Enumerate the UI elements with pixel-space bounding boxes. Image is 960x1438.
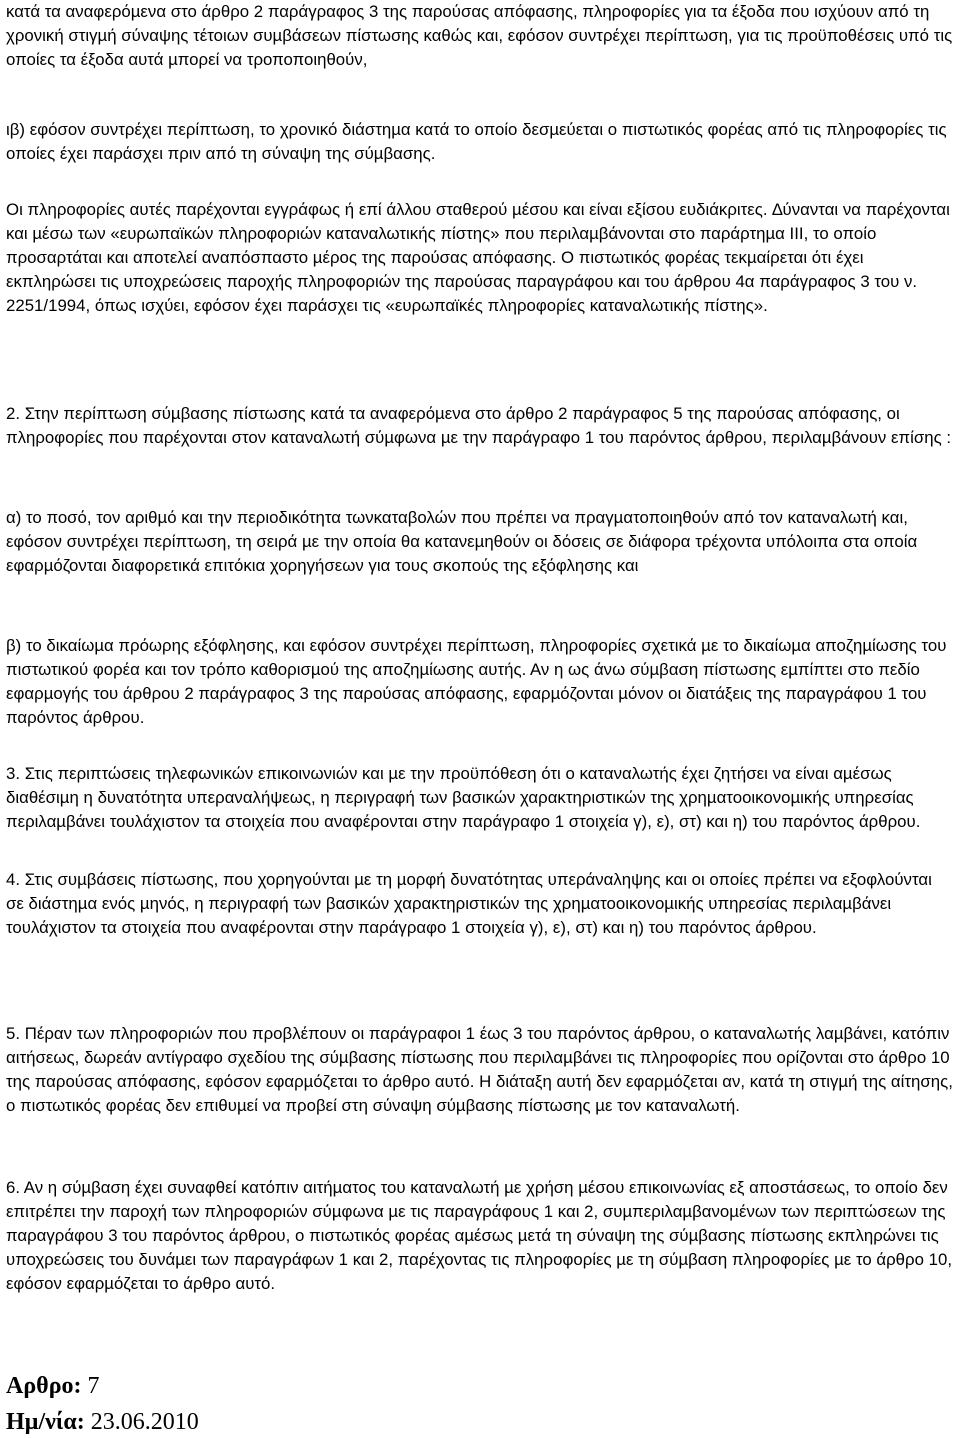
date-label: Ηµ/νία: — [6, 1409, 85, 1435]
paragraph-2: 2. Στην περίπτωση σύµβασης πίστωσης κατά τα αναφερόµενα στο άρθρο 2 παράγραφος 5 της παρούσας απόφασης, οι πληροφορίες που παρέχονται στον καταναλωτή σύµφωνα µε την παράγραφο 1 του παρόντος άρθρου, περιλαµβάνουν επίσης : — [6, 404, 952, 447]
paragraph-5: 5. Πέραν των πληροφοριών που προβλέπουν οι παράγραφοι 1 έως 3 του παρόντος άρθρου, ο καταναλωτής λαµβάνει, κατόπιν αιτήσεως, δωρεάν αντίγραφο σχεδίου της σύµβασης πίστωσης που περιλαµβάνει τις πληροφορίες που ορίζονται στο άρθρο 10 της παρούσας απόφασης, εφόσον εφαρµόζεται το άρθρο αυτό. Η διάταξη αυτή δεν εφαρµόζεται αν, κατά τη στιγµή της αίτησης, ο πιστωτικός φορέας δεν επιθυµεί να προβεί στη σύναψη σύµβασης πίστωσης µε τον καταναλωτή. — [6, 1024, 953, 1115]
paragraph-information-provision: Οι πληροφορίες αυτές παρέχονται εγγράφως ή επί άλλου σταθερού µέσου και είναι εξίσου ευδιάκριτες. ∆ύνανται να παρέχονται και µέσω των «ευρωπαϊκών πληροφοριών καταναλωτικής πίστης» που περιλαµβάνονται στο παράρτηµα ΙΙΙ, το οποίο προσαρτάται και αποτελεί αναπόσπαστο µέρος της παρούσας απόφασης. Ο πιστωτικός φορέας τεκµαίρεται ότι έχει εκπληρώσει τις υποχρεώσεις παροχής πληροφοριών της παρούσας παραγράφου και του άρθρου 4α παράγραφος 3 του ν. 2251/1994, όπως ισχύει, εφόσον έχει παράσχει τις «ευρωπαϊκές πληροφορίες καταναλωτικής πίστης». — [6, 200, 950, 315]
article-label: Αρθρο: — [6, 1373, 82, 1399]
paragraph-item-ib: ιβ) εφόσον συντρέχει περίπτωση, το χρονικό διάστηµα κατά το οποίο δεσµεύεται ο πιστωτικός φορέας από τις πληροφορίες τις οποίες έχει παράσχει πριν από τη σύναψη της σύµβασης. — [6, 120, 947, 163]
document-page — [6, 0, 956, 1438]
article-value: 7 — [87, 1373, 100, 1399]
paragraph-2-item-a: α) το ποσό, τον αριθµό και την περιοδικότητα τωνκαταβολών που πρέπει να πραγµατοποιηθούν από τον καταναλωτή και, εφόσον συντρέχει περίπτωση, τη σειρά µε την οποία θα κατανεµηθούν οι δόσεις σε διάφορα τρέχοντα υπόλοιπα στα οποία εφαρµόζονται διαφορετικά επιτόκια χορηγήσεων για τους σκοπούς της εξόφλησης και — [6, 508, 918, 575]
paragraph-3: 3. Στις περιπτώσεις τηλεφωνικών επικοινωνιών και µε την προϋπόθεση ότι ο καταναλωτής έχει ζητήσει να είναι αµέσως διαθέσιµη η δυνατότητα υπεραναλήψεως, η περιγραφή των βασικών χαρακτηριστικών της χρηµατοοικονοµικής υπηρεσίας περιλαµβάνει τουλάχιστον τα στοιχεία που αναφέρονται στην παράγραφο 1 στοιχεία γ), ε), στ) και η) του παρόντος άρθρου. — [6, 764, 921, 831]
paragraph-6: 6. Αν η σύµβαση έχει συναφθεί κατόπιν αιτήµατος του καταναλωτή µε χρήση µέσου επικοινωνίας εξ αποστάσεως, το οποίο δεν επιτρέπει την παροχή των πληροφοριών σύµφωνα µε τις παραγράφους 1 και 2, συµπεριλαµβανοµένων των περιπτώσεων της παραγράφου 3 του παρόντος άρθρου, ο πιστωτικός φορέας αµέσως µετά τη σύναψη της σύµβασης πίστωσης εκπληρώνει τις υποχρεώσεις του δυνάµει των παραγράφων 1 και 2, παρέχοντας τις πληροφορίες µε τη σύµβαση πληροφορίες µε το άρθρο 10, εφόσον εφαρµόζεται το άρθρο αυτό. — [6, 1178, 953, 1293]
date-value: 23.06.2010 — [90, 1409, 199, 1435]
paragraph-2-item-b: β) το δικαίωµα πρόωρης εξόφλησης, και εφόσον συντρέχει περίπτωση, πληροφορίες σχετικά µε το δικαίωµα αποζηµίωσης του πιστωτικού φορέα και τον τρόπο καθορισµού της αποζηµίωσης αυτής. Αν η ως άνω σύµβαση πίστωσης εµπίπτει στο πεδίο εφαρµογής του άρθρου 2 παράγραφος 3 της παρούσας απόφασης, εφαρµόζονται µόνον οι διατάξεις της παραγράφου 1 του παρόντος άρθρου. — [6, 636, 947, 727]
paragraph-4: 4. Στις συµβάσεις πίστωσης, που χορηγούνται µε τη µορφή δυνατότητας υπεράναληψης και οι οποίες πρέπει να εξοφλούνται σε διάστηµα ενός µηνός, η περιγραφή των βασικών χαρακτηριστικών της χρηµατοοικονοµικής υπηρεσίας περιλαµβάνει τουλάχιστον τα στοιχεία που αναφέρονται στην παράγραφο 1 στοιχεία γ), ε), στ) και η) του παρόντος άρθρου. — [6, 870, 932, 937]
paragraph-intro-continuation: κατά τα αναφερόµενα στο άρθρο 2 παράγραφος 3 της παρούσας απόφασης, πληροφορίες για τα έξοδα που ισχύουν από τη χρονική στιγµή σύναψης τέτοιων συµβάσεων πίστωσης καθώς και, εφόσον συντρέχει περίπτωση, για τις προϋποθέσεις υπό τις οποίες τα έξοδα αυτά µπορεί να τροποποιηθούν, — [6, 2, 953, 69]
article-number — [6, 1372, 100, 1400]
document-date — [6, 1408, 199, 1436]
